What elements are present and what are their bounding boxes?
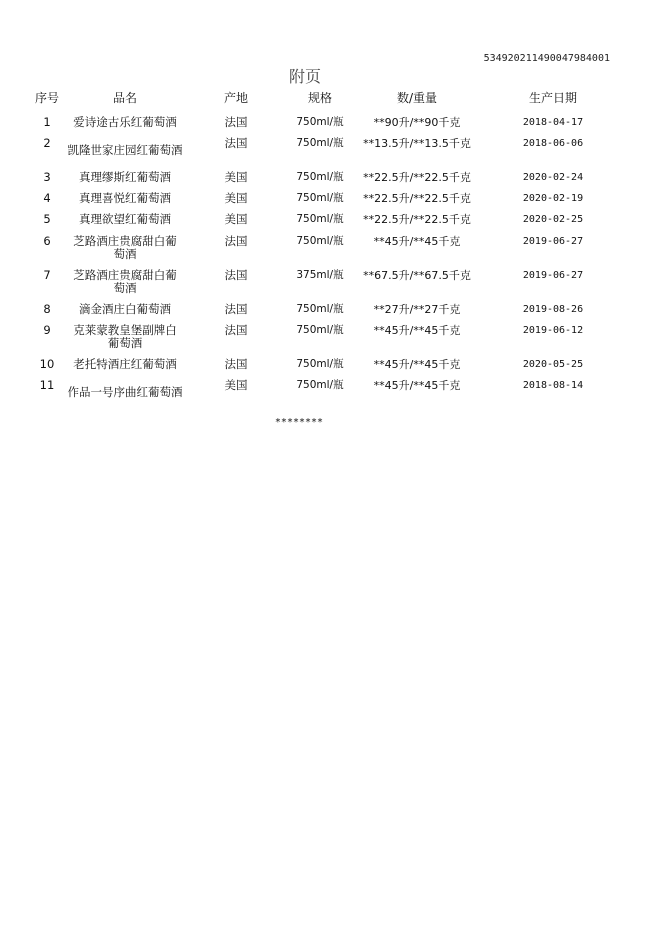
row-no: 2 <box>43 136 51 150</box>
row-spec: 750ml/瓶 <box>296 303 344 315</box>
row-name: 作品一号序曲红葡萄酒 <box>67 385 183 399</box>
row-qty: **90升/**90千克 <box>373 116 461 129</box>
row-origin: 法国 <box>224 302 248 316</box>
row-spec: 750ml/瓶 <box>296 358 344 370</box>
row-origin: 法国 <box>224 115 248 129</box>
row-no: 11 <box>39 378 55 392</box>
header-origin: 产地 <box>223 91 248 105</box>
row-qty: **45升/**45千克 <box>373 358 461 371</box>
page-title: 附页 <box>288 67 321 86</box>
row-name: 芝路酒庄贵腐甜白葡萄酒 <box>73 234 177 261</box>
row-spec: 750ml/瓶 <box>296 379 344 391</box>
row-qty: **22.5升/**22.5千克 <box>363 213 471 226</box>
row-spec: 750ml/瓶 <box>296 192 344 204</box>
row-origin: 法国 <box>224 323 248 337</box>
table-header <box>0 92 672 110</box>
row-name: 真理缪斯红葡萄酒 <box>79 170 171 184</box>
row-no: 9 <box>43 323 51 337</box>
row-origin: 法国 <box>224 357 248 371</box>
row-origin: 法国 <box>224 234 248 248</box>
row-origin: 法国 <box>224 136 248 150</box>
row-spec: 750ml/瓶 <box>296 137 344 149</box>
row-name: 凯隆世家庄园红葡萄酒 <box>67 143 183 157</box>
row-name: 老托特酒庄红葡萄酒 <box>73 357 177 371</box>
row-no: 5 <box>43 212 51 226</box>
row-date: 2019-06-27 <box>522 236 584 247</box>
row-date: 2018-08-14 <box>522 380 584 391</box>
row-no: 1 <box>43 115 51 129</box>
header-spec: 规格 <box>307 91 332 105</box>
row-qty: **22.5升/**22.5千克 <box>363 192 471 205</box>
row-date: 2019-06-12 <box>522 325 584 336</box>
row-name: 真理欲望红葡萄酒 <box>79 212 171 226</box>
header-no: 序号 <box>34 91 59 105</box>
end-marker: ******** <box>274 417 324 428</box>
row-date: 2020-05-25 <box>522 359 584 370</box>
row-spec: 750ml/瓶 <box>296 324 344 336</box>
row-qty: **67.5升/**67.5千克 <box>363 269 471 282</box>
row-name: 爱诗途古乐红葡萄酒 <box>73 115 177 129</box>
row-origin: 美国 <box>224 170 248 184</box>
row-qty: **22.5升/**22.5千克 <box>363 171 471 184</box>
row-qty: **13.5升/**13.5千克 <box>363 137 471 150</box>
row-name: 芝路酒庄贵腐甜白葡萄酒 <box>73 268 177 295</box>
header-name: 品名 <box>112 91 137 105</box>
row-qty: **27升/**27千克 <box>373 303 461 316</box>
row-name: 克莱蒙教皇堡副牌白葡萄酒 <box>73 323 177 350</box>
row-date: 2018-04-17 <box>522 117 584 128</box>
row-no: 8 <box>43 302 51 316</box>
row-origin: 法国 <box>224 268 248 282</box>
row-name: 真理喜悦红葡萄酒 <box>79 191 171 205</box>
row-date: 2020-02-19 <box>522 193 584 204</box>
row-no: 4 <box>43 191 51 205</box>
row-date: 2019-08-26 <box>522 304 584 315</box>
row-date: 2020-02-25 <box>522 214 584 225</box>
row-spec: 375ml/瓶 <box>296 269 344 281</box>
row-qty: **45升/**45千克 <box>373 324 461 337</box>
header-qty: 数/重量 <box>396 91 438 105</box>
row-origin: 美国 <box>224 378 248 392</box>
row-no: 7 <box>43 268 51 282</box>
row-date: 2020-02-24 <box>522 172 584 183</box>
row-qty: **45升/**45千克 <box>373 379 461 392</box>
row-no: 3 <box>43 170 51 184</box>
document-number: 534920211490047984001 <box>483 53 610 64</box>
row-origin: 美国 <box>224 212 248 226</box>
row-no: 10 <box>39 357 55 371</box>
row-spec: 750ml/瓶 <box>296 213 344 225</box>
row-spec: 750ml/瓶 <box>296 235 344 247</box>
row-spec: 750ml/瓶 <box>296 171 344 183</box>
row-qty: **45升/**45千克 <box>373 235 461 248</box>
header-date: 生产日期 <box>528 91 577 105</box>
row-name: 滴金酒庄白葡萄酒 <box>79 302 171 316</box>
row-spec: 750ml/瓶 <box>296 116 344 128</box>
row-origin: 美国 <box>224 191 248 205</box>
row-no: 6 <box>43 234 51 248</box>
row-date: 2019-06-27 <box>522 270 584 281</box>
row-date: 2018-06-06 <box>522 138 584 149</box>
